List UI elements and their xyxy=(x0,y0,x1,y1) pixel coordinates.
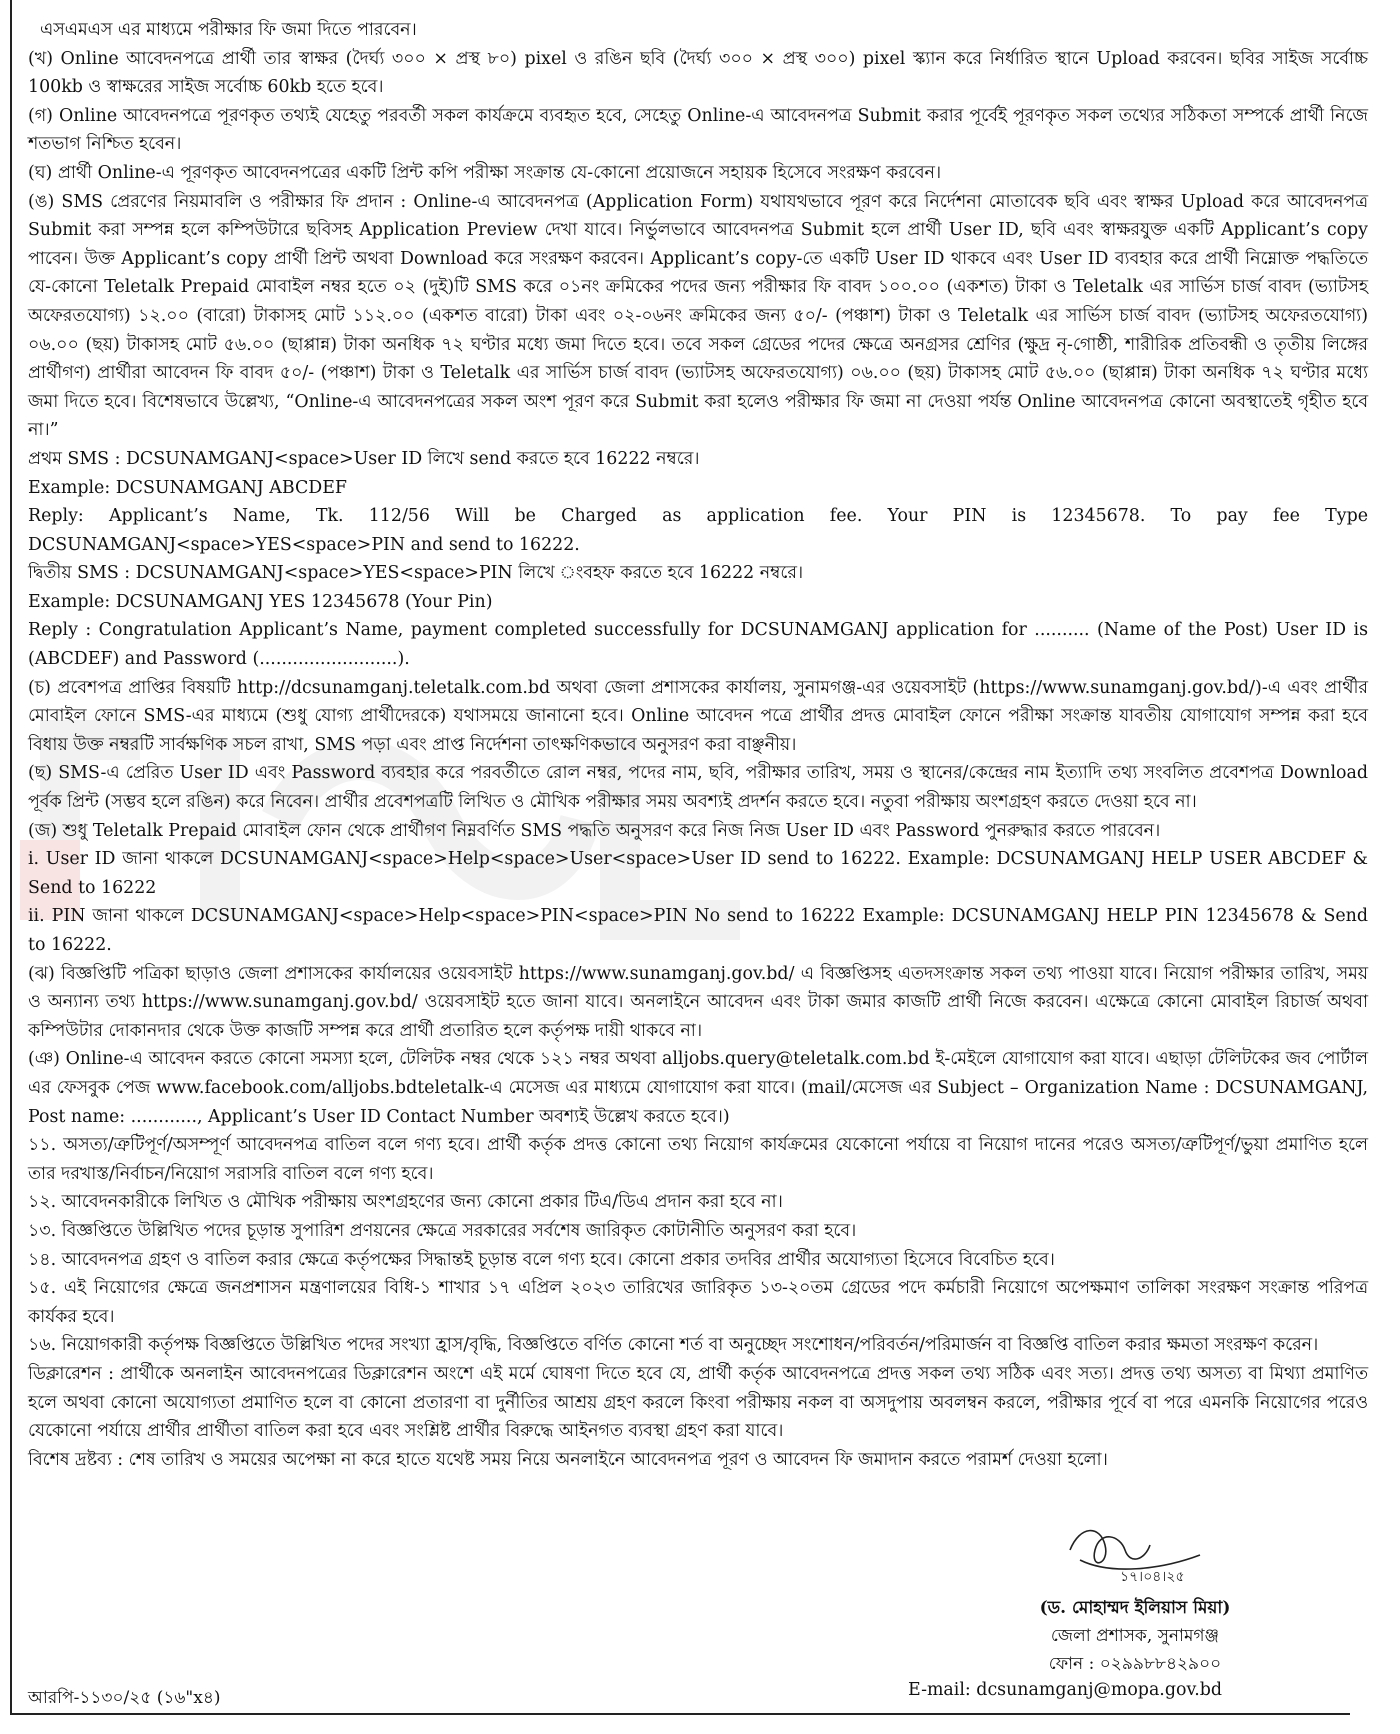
paragraph-cha: (চ) প্রবেশপত্র প্রাপ্তির বিষয়টি http://dcsunamganj.teletalk.com.bd অথবা জেলা প্রশাসকের কার্যালয়, সুনামগঞ্জ-এর ওয়েবসাইট (https://www.sunamganj.gov.bd/)-এ এবং প্রার্থীর মোবাইল ফোনে SMS-এর মাধ্যমে (শুধু যোগ্য প্রার্থীদেরকে) যথাসময়ে জানানো হবে। Online আবেদন পত্রে প্রার্থীর প্রদত্ত মোবাইল ফোনে পরীক্ষা সংক্রান্ত যাবতীয় যোগাযোগ সম্পন্ন করা হবে বিধায় উক্ত নম্বরটি সার্বক্ষণিক সচল রাখা, SMS পড়া এবং প্রাপ্ত নির্দেশনা তাৎক্ষণিকভাবে অনুসরণ করা বাঞ্ছনীয়। xyxy=(28,677,1368,755)
paragraph-second-sms: দ্বিতীয় SMS : DCSUNAMGANJ<space>YES<space>PIN লিখে ংবহফ করতে হবে 16222 নম্বরে। xyxy=(28,563,804,584)
paragraph-chha: (ছ) SMS-এ প্রেরিত User ID এবং Password ব্যবহার করে পরবর্তীতে রোল নম্বর, পদের নাম, ছবি, পরীক্ষার তারিখ, সময় ও স্থানের/কেন্দ্রের নাম ইত্যাদি তথ্য সংবলিত প্রবেশপত্র Download পূর্বক প্রিন্ট (সম্ভব হলে রঙিন) করে নিবেন। প্রার্থীর প্রবেশপত্রটি লিখিত ও মৌখিক পরীক্ষার সময় অবশ্যই প্রদর্শন করতে হবে। নতুবা পরীক্ষায় অংশগ্রহণ করতে দেওয়া হবে না। xyxy=(28,763,1368,813)
signature-block xyxy=(1015,1515,1255,1678)
paragraph-jha: (ঝ) বিজ্ঞপ্তিটি পত্রিকা ছাড়াও জেলা প্রশাসকের কার্যালয়ের ওয়েবসাইট https://www.sunamganj.gov.bd/ এ বিজ্ঞপ্তিসহ এতদসংক্রান্ত সকল তথ্য পাওয়া যাবে। নিয়োগ পরীক্ষার তারিখ, সময় ও অন্যান্য তথ্য https://www.sunamganj.gov.bd/ ওয়েবসাইট হতে জানা যাবে। অনলাইনে আবেদন এবং টাকা জমার কাজটি প্রার্থী নিজে করবেন। এক্ষেত্রে কোনো মোবাইল রিচার্জ অথবা কম্পিউটার দোকানদার থেকে উক্ত কাজটি সম্পন্ন করে প্রার্থী প্রতারিত হলে কর্তৃপক্ষ দায়ী থাকবে না। xyxy=(28,963,1368,1041)
left-border-line xyxy=(10,0,12,1715)
bottom-border-line xyxy=(10,1713,1350,1715)
paragraph-recover-user-id: i. User ID জানা থাকলে DCSUNAMGANJ<space>Help<space>User<space>User ID send to 16222. Example: DCSUNAMGANJ HELP USER ABCDEF & Send to 16222 xyxy=(28,849,1368,898)
paragraph-recover-pin: ii. PIN জানা থাকলে DCSUNAMGANJ<space>Help<space>PIN<space>PIN No send to 16222 Example: DCSUNAMGANJ HELP PIN 12345678 & Send to 16222. xyxy=(28,906,1368,955)
paragraph-ja: (জ) শুধু Teletalk Prepaid মোবাইল ফোন থেকে প্রার্থীগণ নিম্নবর্ণিত SMS পদ্ধতি অনুসরণ করে নিজ নিজ User ID এবং Password পুনরুদ্ধার করতে পারবেন। xyxy=(28,820,1161,841)
paragraph-14: ১৪. আবেদনপত্র গ্রহণ ও বাতিল করার ক্ষেত্রে কর্তৃপক্ষের সিদ্ধান্তই চূড়ান্ত বলে গণ্য হবে। কোনো প্রকার তদবির প্রার্থীর অযোগ্যতা হিসেবে বিবেচিত হবে। xyxy=(28,1249,1055,1270)
paragraph-special-note: বিশেষ দ্রষ্টব্য : শেষ তারিখ ও সময়ের অপেক্ষা না করে হাতে যথেষ্ট সময় নিয়ে অনলাইনে আবেদনপত্র পূরণ ও আবেদন ফি জমাদান করতে পরামর্শ দেওয়া হলো। xyxy=(28,1449,1108,1470)
reference-number: আরপি-১১৩০/২৫ (১৬"x৪) xyxy=(28,1688,221,1708)
officer-name: (ড. মোহাম্মদ ইলিয়াস মিয়া) xyxy=(1039,1598,1231,1618)
paragraph-gha: (ঘ) প্রার্থী Online-এ পূরণকৃত আবেদনপত্রের একটি প্রিন্ট কপি পরীক্ষা সংক্রান্ত যে-কোনো প্রয়োজনে সহায়ক হিসেবে সংরক্ষণ করবেন। xyxy=(28,162,942,183)
paragraph-16: ১৬. নিয়োগকারী কর্তৃপক্ষ বিজ্ঞপ্তিতে উল্লিখিত পদের সংখ্যা হ্রাস/বৃদ্ধি, বিজ্ঞপ্তিতে বর্ণিত কোনো শর্ত বা অনুচ্ছেদ সংশোধন/পরিবর্তন/পরিমার্জন বা বিজ্ঞপ্তি বাতিল করার ক্ষমতা সংরক্ষণ করেন। xyxy=(28,1335,1319,1356)
paragraph-reply-2: Reply : Congratulation Applicant’s Name, payment completed successfully for DCSUNAMGANJ application for .......... (Name of the Post) User ID is (ABCDEF) and Password (.........................). xyxy=(28,620,1368,670)
handwritten-signature xyxy=(1050,1515,1220,1585)
paragraph-11: ১১. অসত্য/ত্রুটিপূর্ণ/অসম্পূর্ণ আবেদনপত্র বাতিল বলে গণ্য হবে। প্রার্থী কর্তৃক প্রদত্ত কোনো তথ্য নিয়োগ কার্যক্রমের যেকোনো পর্যায়ে বা নিয়োগ দানের পরেও অসত্য/ত্রুটিপূর্ণ/ভুয়া প্রমাণিত হলে তার দরখাস্ত/নির্বাচন/নিয়োগ সরাসরি বাতিল বলে গণ্য হবে। xyxy=(28,1135,1368,1184)
paragraph-first-sms: প্রথম SMS : DCSUNAMGANJ<space>User ID লিখে send করতে হবে 16222 নম্বরে। xyxy=(28,448,700,469)
officer-phone: ফোন : ০২৯৯৮৮৪২৯০০ xyxy=(1048,1654,1222,1674)
paragraph-uma: (ঙ) SMS প্রেরণের নিয়মাবলি ও পরীক্ষার ফি প্রদান : Online-এ আবেদনপত্র (Application Form) যথাযথভাবে পূরণ করে নির্দেশনা মোতাবেক ছবি এবং স্বাক্ষর Upload করে আবেদনপত্র Submit করা সম্পন্ন হলে কম্পিউটারে ছবিসহ Application Preview দেখা যাবে। নির্ভুলভাবে আবেদনপত্র Submit হলে প্রার্থী User ID, ছবি এবং স্বাক্ষরযুক্ত একটি Applicant’s copy পাবেন। উক্ত Applicant’s copy প্রার্থী প্রিন্ট অথবা Download করে সংরক্ষণ করবেন। Applicant’s copy-তে একটি User ID থাকবে এবং User ID ব্যবহার করে প্রার্থী নিম্নোক্ত পদ্ধতিতে যে-কোনো Teletalk Prepaid মোবাইল নম্বর হতে ০২ (দুই)টি SMS করে ০১নং ক্রমিকের পদের জন্য পরীক্ষার ফি বাবদ ১০০.০০ (একশত) টাকা ও Teletalk এর সার্ভিস চার্জ বাবদ (ভ্যাটসহ অফেরতযোগ্য) ১২.০০ (বারো) টাকাসহ মোট ১১২.০০ (একশত বারো) টাকা এবং ০২-০৬নং ক্রমিকের জন্য ৫০/- (পঞ্চাশ) টাকা ও Teletalk এর সার্ভিস চার্জ বাবদ (ভ্যাটসহ অফেরতযোগ্য) ০৬.০০ (ছয়) টাকাসহ মোট ৫৬.০০ (ছাপ্পান্ন) টাকা অনধিক ৭২ ঘণ্টার মধ্যে জমা দিতে হবে। তবে সকল গ্রেডের পদের ক্ষেত্রে অনগ্রসর শ্রেণির (ক্ষুদ্র নৃ-গোষ্ঠী, শারীরিক প্রতিবন্ধী ও তৃতীয় লিঙ্গের প্রার্থীগণ) প্রার্থীরা আবেদন ফি বাবদ ৫০/- (পঞ্চাশ) টাকা ও Teletalk এর সার্ভিস চার্জ বাবদ (ভ্যাটসহ অফেরতযোগ্য) ০৬.০০ (ছয়) টাকাসহ মোট ৫৬.০০ (ছাপ্পান্ন) টাকা অনধিক ৭২ ঘণ্টার মধ্যে জমা দিতে হবে। বিশেষভাবে উল্লেখ্য, “Online-এ আবেদনপত্রের সকল অংশ পূরণ করে Submit করা হলেও পরীক্ষার ফি জমা না দেওয়া পর্যন্ত Online আবেদনপত্র কোনো অবস্থাতেই গৃহীত হবে না।” xyxy=(28,191,1368,441)
paragraph-example-2: Example: DCSUNAMGANJ YES 12345678 (Your Pin) xyxy=(28,591,493,612)
notice-body xyxy=(28,16,1368,1474)
paragraph-sms-fee: এসএমএস এর মাধ্যমে পরীক্ষার ফি জমা দিতে পারবেন। xyxy=(40,20,417,40)
officer-designation: জেলা প্রশাসক, সুনামগঞ্জ xyxy=(1050,1626,1220,1646)
paragraph-example-1: Example: DCSUNAMGANJ ABCDEF xyxy=(28,477,347,498)
signature-date: ১৭।০৪।২৫ xyxy=(1120,1569,1185,1585)
officer-email: E-mail: dcsunamganj@mopa.gov.bd xyxy=(908,1680,1222,1700)
paragraph-15: ১৫. এই নিয়োগের ক্ষেত্রে জনপ্রশাসন মন্ত্রণালয়ের বিধি-১ শাখার ১৭ এপ্রিল ২০২৩ তারিখের জারিকৃত ১৩-২০তম গ্রেডের পদে কর্মচারী নিয়োগে অপেক্ষমাণ তালিকা সংরক্ষণ সংক্রান্ত পরিপত্র কার্যকর হবে। xyxy=(28,1278,1368,1327)
paragraph-reply-1: Reply: Applicant’s Name, Tk. 112/56 Will be Charged as application fee. Your PIN is 12345678. To pay fee Type DCSUNAMGANJ<space>YES<space>PIN and send to 16222. xyxy=(28,506,1368,555)
paragraph-ga: (গ) Online আবেদনপত্রে পূরণকৃত তথ্যই যেহেতু পরবর্তী সকল কার্যক্রমে ব্যবহৃত হবে, সেহেতু Online-এ আবেদনপত্র Submit করার পূর্বেই পূরণকৃত সকল তথ্যের সঠিকতা সম্পর্কে প্রার্থী নিজে শতভাগ নিশ্চিত হবেন। xyxy=(28,105,1368,155)
paragraph-declaration: ডিক্লারেশন : প্রার্থীকে অনলাইন আবেদনপত্রের ডিক্লারেশন অংশে এই মর্মে ঘোষণা দিতে হবে যে, প্রার্থী কর্তৃক আবেদনপত্রে প্রদত্ত সকল তথ্য সঠিক এবং সত্য। প্রদত্ত তথ্য অসত্য বা মিথ্যা প্রমাণিত হলে অথবা কোনো অযোগ্যতা প্রমাণিত হলে বা কোনো প্রতারণা বা দুর্নীতির আশ্রয় গ্রহণ করলে কিংবা পরীক্ষায় নকল বা অসদুপায় অবলম্বন করলে, পরীক্ষার পূর্বে বা পরে এমনকি নিয়োগের পরেও যেকোনো পর্যায়ে প্রার্থীর প্রার্থীতা বাতিল করা হবে এবং সংশ্লিষ্ট প্রার্থীর বিরুদ্ধে আইনগত ব্যবস্থা গ্রহণ করা যাবে। xyxy=(28,1363,1368,1442)
paragraph-13: ১৩. বিজ্ঞপ্তিতে উল্লিখিত পদের চূড়ান্ত সুপারিশ প্রণয়নের ক্ষেত্রে সরকারের সর্বশেষ জারিকৃত কোটানীতি অনুসরণ করা হবে। xyxy=(28,1220,857,1241)
paragraph-kha: (খ) Online আবেদনপত্রে প্রার্থী তার স্বাক্ষর (দৈর্ঘ্য ৩০০ × প্রস্থ ৮০) pixel ও রঙিন ছবি (দৈর্ঘ্য ৩০০ × প্রস্থ ৩০০) pixel স্ক্যান করে নির্ধারিত স্থানে Upload করবেন। ছবির সাইজ সর্বোচ্চ 100kb ও স্বাক্ষরের সাইজ সর্বোচ্চ 60kb হতে হবে। xyxy=(28,48,1368,98)
paragraph-nya: (ঞ) Online-এ আবেদন করতে কোনো সমস্যা হলে, টেলিটক নম্বর থেকে ১২১ নম্বর অথবা alljobs.query@teletalk.com.bd ই-মেইলে যোগাযোগ করা যাবে। এছাড়া টেলিটকের জব পোর্টাল এর ফেসবুক পেজ www.facebook.com/alljobs.bdteletalk-এ মেসেজ এর মাধ্যমে যোগাযোগ করা যাবে। (mail/মেসেজ এর Subject – Organization Name : DCSUNAMGANJ, Post name: ............, Applicant’s User ID Contact Number অবশ্যই উল্লেখ করতে হবে।) xyxy=(28,1049,1368,1127)
paragraph-12: ১২. আবেদনকারীকে লিখিত ও মৌখিক পরীক্ষায় অংশগ্রহণের জন্য কোনো প্রকার টিএ/ডিএ প্রদান করা হবে না। xyxy=(28,1192,783,1213)
